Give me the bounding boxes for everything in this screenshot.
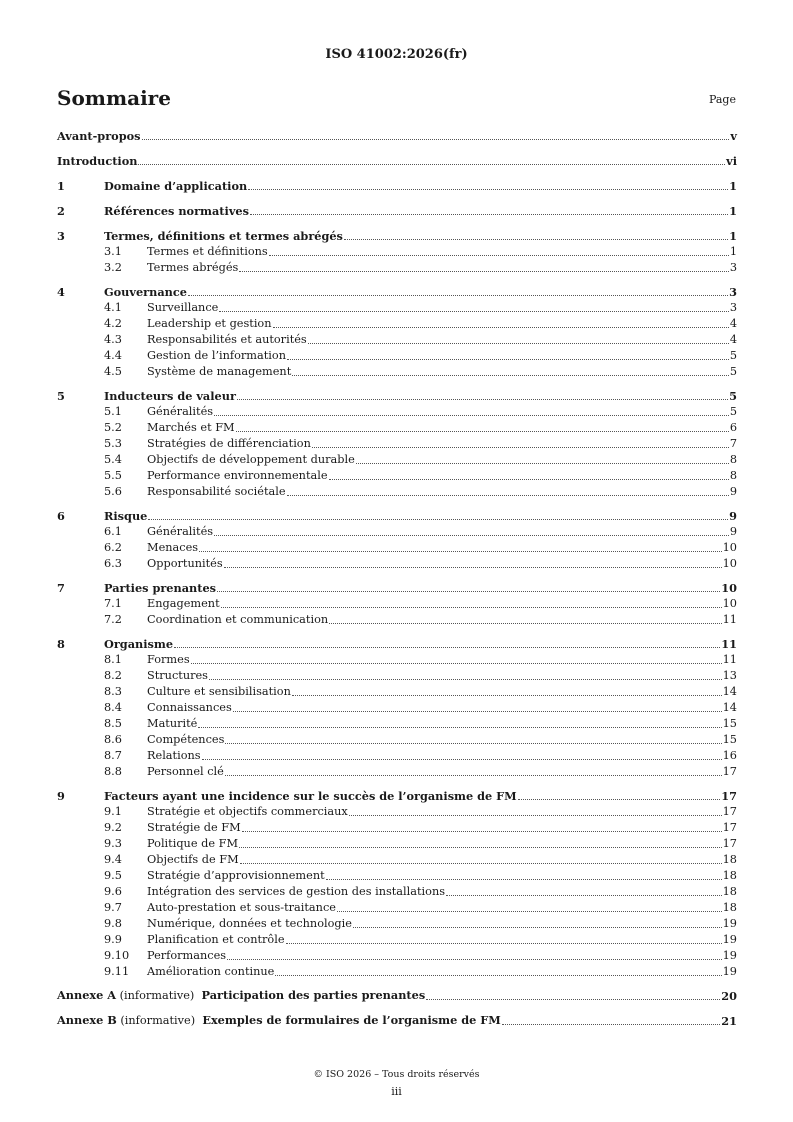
toc-entry-page: 9 bbox=[729, 525, 737, 538]
toc-entry-number: 9.11 bbox=[104, 965, 130, 978]
toc-entry[interactable] bbox=[57, 916, 737, 932]
toc-entry[interactable] bbox=[57, 580, 737, 596]
toc-entry-title: Système de management bbox=[147, 365, 292, 378]
toc-entry-page: 17 bbox=[722, 805, 737, 818]
toc-entry-title: Relations bbox=[147, 749, 201, 762]
toc-entry-number: 9.1 bbox=[104, 805, 122, 818]
toc-entry-title: Références normatives bbox=[104, 204, 249, 218]
toc-entry-title: Planification et contrôle bbox=[147, 933, 285, 946]
toc-entry-number: 9.3 bbox=[104, 837, 122, 850]
toc-entry-title: Formes bbox=[147, 653, 190, 666]
toc-entry-title: Avant-propos bbox=[57, 129, 141, 143]
toc-entry-page: 9 bbox=[729, 509, 737, 523]
dot-leader bbox=[236, 430, 729, 432]
toc-entry-title: Stratégie de FM bbox=[147, 821, 241, 834]
toc-entry-page: 16 bbox=[722, 749, 737, 762]
toc-entry-number: 5.4 bbox=[104, 453, 122, 466]
annex-kind: (informative) bbox=[116, 1014, 203, 1027]
dot-leader bbox=[344, 238, 728, 240]
toc-entry-page: 11 bbox=[722, 653, 737, 666]
toc-entry[interactable] bbox=[57, 260, 737, 276]
toc-entry-page: 19 bbox=[722, 949, 737, 962]
toc-entry-title: Responsabilité sociétale bbox=[147, 485, 286, 498]
toc-entry-number: 8.1 bbox=[104, 653, 122, 666]
dot-leader bbox=[353, 926, 722, 928]
toc-entry-page: 1 bbox=[729, 245, 737, 258]
toc-entry-number: 8.3 bbox=[104, 685, 122, 698]
dot-leader bbox=[240, 862, 722, 864]
toc-entry[interactable] bbox=[57, 988, 737, 1004]
toc-entry-number: 4.2 bbox=[104, 317, 122, 330]
toc-entry-number: 9.9 bbox=[104, 933, 122, 946]
toc-entry-page: 5 bbox=[729, 365, 737, 378]
toc-entry-page: 17 bbox=[722, 765, 737, 778]
toc-entry-title: Termes abrégés bbox=[147, 261, 239, 274]
dot-leader bbox=[188, 294, 728, 296]
toc-entry[interactable] bbox=[57, 684, 737, 700]
toc-entry[interactable] bbox=[57, 716, 737, 732]
toc-entry-page: 5 bbox=[729, 389, 737, 403]
toc-entry-number: 6 bbox=[57, 509, 65, 523]
dot-leader bbox=[219, 310, 728, 312]
toc-entry-title: Parties prenantes bbox=[104, 581, 217, 595]
annex-title: Participation des parties prenantes bbox=[201, 988, 426, 1002]
dot-leader bbox=[199, 550, 722, 552]
toc-entry-number: 3 bbox=[57, 229, 65, 243]
toc-entry[interactable] bbox=[57, 203, 737, 219]
toc-entry[interactable] bbox=[57, 332, 737, 348]
toc-entry-page: 8 bbox=[729, 453, 737, 466]
toc-entry[interactable] bbox=[57, 732, 737, 748]
document-header: ISO 41002:2026(fr) bbox=[325, 47, 468, 62]
toc-entry-number: 1 bbox=[57, 179, 65, 193]
toc-entry-page: 18 bbox=[722, 901, 737, 914]
toc-entry-title: Termes, définitions et termes abrégés bbox=[104, 229, 343, 243]
toc-entry-title: Généralités bbox=[147, 525, 214, 538]
toc-entry[interactable] bbox=[57, 388, 737, 404]
dot-leader bbox=[292, 374, 729, 376]
toc-entry-title: Stratégies de différenciation bbox=[147, 437, 311, 450]
toc-entry-number: 5.1 bbox=[104, 405, 122, 418]
toc-entry-title: Facteurs ayant une incidence sur le succès de l’organisme de FM bbox=[104, 789, 517, 803]
toc-entry-number: 3.2 bbox=[104, 261, 122, 274]
toc-entry-number: 9.6 bbox=[104, 885, 122, 898]
toc-entry-number: 9.5 bbox=[104, 869, 122, 882]
dot-leader bbox=[142, 138, 730, 140]
annex-label: Annexe B bbox=[57, 1013, 117, 1027]
toc-entry[interactable] bbox=[57, 556, 737, 572]
toc-entry-page: 18 bbox=[722, 853, 737, 866]
toc-entry-number: 8.6 bbox=[104, 733, 122, 746]
toc-entry-number: 4.1 bbox=[104, 301, 122, 314]
toc-entry-page: 17 bbox=[721, 789, 737, 803]
dot-leader bbox=[286, 942, 722, 944]
toc-entry[interactable] bbox=[57, 436, 737, 452]
toc-entry-title: Amélioration continue bbox=[147, 965, 275, 978]
toc-entry[interactable] bbox=[57, 452, 737, 468]
toc-entry[interactable] bbox=[57, 884, 737, 900]
dot-leader bbox=[349, 814, 722, 816]
toc-entry-title: Performances bbox=[147, 949, 227, 962]
toc-entry-page: 14 bbox=[722, 685, 737, 698]
toc-entry-number: 7.1 bbox=[104, 597, 122, 610]
toc-entry-page: 17 bbox=[722, 821, 737, 834]
dot-leader bbox=[239, 846, 722, 848]
toc-entry[interactable] bbox=[57, 244, 737, 260]
toc-entry-number: 2 bbox=[57, 204, 65, 218]
toc-entry-page: 19 bbox=[722, 933, 737, 946]
page-column-label: Page bbox=[708, 93, 736, 106]
toc-spacer bbox=[57, 628, 737, 636]
toc-entry[interactable] bbox=[57, 820, 737, 836]
toc-entry-number: 9.2 bbox=[104, 821, 122, 834]
dot-leader bbox=[191, 662, 722, 664]
toc-entry-number: 8.4 bbox=[104, 701, 122, 714]
toc-entry[interactable] bbox=[57, 508, 737, 524]
toc-entry[interactable] bbox=[57, 868, 737, 884]
toc-entry-number: 5.5 bbox=[104, 469, 122, 482]
toc-entry-page: 7 bbox=[729, 437, 737, 450]
toc-entry-title: Stratégie et objectifs commerciaux bbox=[147, 805, 348, 818]
toc-entry-page: 3 bbox=[729, 261, 737, 274]
toc-entry-page: 17 bbox=[722, 837, 737, 850]
toc-spacer bbox=[57, 194, 737, 203]
dot-leader bbox=[426, 998, 720, 1000]
toc-entry[interactable] bbox=[57, 364, 737, 380]
toc-entry-title: Politique de FM bbox=[147, 837, 239, 850]
toc-entry-title: Surveillance bbox=[147, 301, 219, 314]
toc-entry[interactable] bbox=[57, 948, 737, 964]
dot-leader bbox=[446, 894, 722, 896]
toc-entry-title: Domaine d’application bbox=[104, 179, 248, 193]
toc-entry-page: 4 bbox=[729, 317, 737, 330]
toc-spacer bbox=[57, 500, 737, 508]
toc-entry[interactable] bbox=[57, 964, 737, 980]
toc-entry-page: 5 bbox=[729, 349, 737, 362]
toc-entry-page: 14 bbox=[722, 701, 737, 714]
toc-entry[interactable] bbox=[57, 700, 737, 716]
annex-label: Annexe A bbox=[57, 988, 116, 1002]
toc-spacer bbox=[57, 276, 737, 284]
toc-entry-page: 19 bbox=[722, 917, 737, 930]
toc-entry[interactable] bbox=[57, 228, 737, 244]
toc-entry-title: Maturité bbox=[147, 717, 198, 730]
toc-entry-number: 8 bbox=[57, 637, 65, 651]
annex-kind: (informative) bbox=[116, 989, 202, 1002]
toc-entry-page: 15 bbox=[722, 717, 737, 730]
toc-entry-title: Performance environnementale bbox=[147, 469, 328, 482]
toc-entry-number: 8.5 bbox=[104, 717, 122, 730]
toc-entry[interactable] bbox=[57, 1013, 737, 1029]
toc-entry-page: 10 bbox=[722, 541, 737, 554]
toc-entry-number: 4.5 bbox=[104, 365, 122, 378]
toc-entry-page: vi bbox=[726, 154, 737, 168]
toc-entry[interactable] bbox=[57, 612, 737, 628]
toc-entry-page: 10 bbox=[722, 597, 737, 610]
toc-entry-number: 5.6 bbox=[104, 485, 122, 498]
dot-leader bbox=[198, 726, 721, 728]
toc-entry-title: Connaissances bbox=[147, 701, 232, 714]
dot-leader bbox=[225, 774, 722, 776]
toc-entry-number: 6.2 bbox=[104, 541, 122, 554]
toc-entry-page: 3 bbox=[729, 301, 737, 314]
toc-entry-title: Responsabilités et autorités bbox=[147, 333, 307, 346]
toc-entry[interactable] bbox=[57, 300, 737, 316]
toc-entry-title: Stratégie d’approvisionnement bbox=[147, 869, 325, 882]
page-number: iii bbox=[391, 1085, 402, 1098]
dot-leader bbox=[273, 326, 729, 328]
dot-leader bbox=[292, 694, 722, 696]
toc-entry-title: Gestion de l’information bbox=[147, 349, 286, 362]
toc-entry-number: 8.8 bbox=[104, 765, 122, 778]
toc-entry-page: 1 bbox=[729, 229, 737, 243]
toc-entry-page: 21 bbox=[721, 1014, 737, 1028]
toc-entry-number: 5.2 bbox=[104, 421, 122, 434]
dot-leader bbox=[269, 254, 729, 256]
dot-leader bbox=[275, 974, 721, 976]
toc-entry-title: Inducteurs de valeur bbox=[104, 389, 236, 403]
toc-entry[interactable] bbox=[57, 484, 737, 500]
toc-entry-page: 3 bbox=[729, 285, 737, 299]
toc-entry-title: Personnel clé bbox=[147, 765, 224, 778]
toc-entry-title: Opportunités bbox=[147, 557, 223, 570]
toc-spacer bbox=[57, 780, 737, 788]
annex-title: Exemples de formulaires de l’organisme de FM bbox=[202, 1013, 501, 1027]
toc-entry[interactable] bbox=[57, 748, 737, 764]
toc-entry-number: 5 bbox=[57, 389, 65, 403]
toc-annex-title bbox=[57, 1012, 501, 1029]
page-title: Sommaire bbox=[57, 86, 171, 110]
dot-leader bbox=[502, 1023, 720, 1025]
toc-entry[interactable] bbox=[57, 596, 737, 612]
dot-leader bbox=[148, 518, 728, 520]
toc-entry-number: 8.2 bbox=[104, 669, 122, 682]
toc-entry-title: Coordination et communication bbox=[147, 613, 329, 626]
toc-entry-title: Auto-prestation et sous-traitance bbox=[147, 901, 336, 914]
toc-entry[interactable] bbox=[57, 348, 737, 364]
dot-leader bbox=[248, 188, 728, 190]
dot-leader bbox=[224, 566, 722, 568]
toc-entry-title: Termes et définitions bbox=[147, 245, 268, 258]
table-of-contents bbox=[57, 128, 737, 1029]
dot-leader bbox=[138, 163, 725, 165]
dot-leader bbox=[312, 446, 729, 448]
toc-entry-number: 6.1 bbox=[104, 525, 122, 538]
toc-entry-title: Marchés et FM bbox=[147, 421, 235, 434]
toc-entry[interactable] bbox=[57, 284, 737, 300]
toc-entry-page: 20 bbox=[721, 989, 737, 1003]
dot-leader bbox=[337, 910, 722, 912]
toc-entry-page: v bbox=[730, 129, 737, 143]
toc-entry-number: 9.8 bbox=[104, 917, 122, 930]
dot-leader bbox=[174, 646, 720, 648]
dot-leader bbox=[250, 213, 728, 215]
toc-entry-title: Menaces bbox=[147, 541, 199, 554]
dot-leader bbox=[329, 622, 721, 624]
toc-entry-title: Culture et sensibilisation bbox=[147, 685, 291, 698]
dot-leader bbox=[329, 478, 729, 480]
toc-entry-title: Généralités bbox=[147, 405, 214, 418]
dot-leader bbox=[326, 878, 722, 880]
dot-leader bbox=[227, 958, 722, 960]
dot-leader bbox=[308, 342, 729, 344]
toc-entry-title: Risque bbox=[104, 509, 148, 523]
toc-entry[interactable] bbox=[57, 636, 737, 652]
toc-entry[interactable] bbox=[57, 468, 737, 484]
toc-entry[interactable] bbox=[57, 652, 737, 668]
dot-leader bbox=[225, 742, 721, 744]
toc-entry-number: 9.10 bbox=[104, 949, 130, 962]
toc-entry-page: 18 bbox=[722, 869, 737, 882]
toc-entry-page: 5 bbox=[729, 405, 737, 418]
dot-leader bbox=[214, 534, 729, 536]
toc-entry-number: 4 bbox=[57, 285, 65, 299]
dot-leader bbox=[237, 398, 728, 400]
toc-entry-page: 4 bbox=[729, 333, 737, 346]
toc-entry-title: Objectifs de développement durable bbox=[147, 453, 355, 466]
toc-entry[interactable] bbox=[57, 852, 737, 868]
toc-entry[interactable] bbox=[57, 764, 737, 780]
toc-entry[interactable] bbox=[57, 836, 737, 852]
toc-entry-number: 7 bbox=[57, 581, 65, 595]
toc-annex-title bbox=[57, 987, 425, 1004]
toc-entry[interactable] bbox=[57, 420, 737, 436]
toc-entry-number: 3.1 bbox=[104, 245, 122, 258]
toc-entry-page: 1 bbox=[729, 204, 737, 218]
dot-leader bbox=[214, 414, 729, 416]
dot-leader bbox=[217, 590, 720, 592]
dot-leader bbox=[209, 678, 722, 680]
toc-entry[interactable] bbox=[57, 524, 737, 540]
toc-entry-number: 9.4 bbox=[104, 853, 122, 866]
dot-leader bbox=[233, 710, 722, 712]
toc-entry-title: Organisme bbox=[104, 637, 174, 651]
toc-entry-number: 7.2 bbox=[104, 613, 122, 626]
toc-entry-title: Compétences bbox=[147, 733, 225, 746]
dot-leader bbox=[356, 462, 729, 464]
toc-entry-page: 6 bbox=[729, 421, 737, 434]
toc-spacer bbox=[57, 144, 737, 153]
toc-entry[interactable] bbox=[57, 788, 737, 804]
dot-leader bbox=[239, 270, 729, 272]
toc-entry-number: 5.3 bbox=[104, 437, 122, 450]
toc-entry-page: 10 bbox=[722, 557, 737, 570]
toc-entry-page: 13 bbox=[722, 669, 737, 682]
toc-entry-title: Structures bbox=[147, 669, 208, 682]
toc-entry-number: 9.7 bbox=[104, 901, 122, 914]
toc-entry-page: 18 bbox=[722, 885, 737, 898]
toc-entry[interactable] bbox=[57, 900, 737, 916]
toc-entry[interactable] bbox=[57, 316, 737, 332]
toc-entry-number: 4.4 bbox=[104, 349, 122, 362]
toc-entry[interactable] bbox=[57, 153, 737, 169]
toc-entry[interactable] bbox=[57, 128, 737, 144]
toc-entry-title: Intégration des services de gestion des installations bbox=[147, 885, 446, 898]
toc-spacer bbox=[57, 380, 737, 388]
dot-leader bbox=[518, 798, 721, 800]
dot-leader bbox=[287, 358, 729, 360]
dot-leader bbox=[242, 830, 722, 832]
toc-entry[interactable] bbox=[57, 668, 737, 684]
toc-entry-page: 11 bbox=[722, 613, 737, 626]
toc-entry-title: Gouvernance bbox=[104, 285, 187, 299]
toc-entry-title: Numérique, données et technologie bbox=[147, 917, 352, 930]
dot-leader bbox=[202, 758, 722, 760]
toc-entry[interactable] bbox=[57, 804, 737, 820]
toc-entry-page: 8 bbox=[729, 469, 737, 482]
dot-leader bbox=[221, 606, 722, 608]
toc-entry-page: 15 bbox=[722, 733, 737, 746]
toc-entry-title: Engagement bbox=[147, 597, 220, 610]
toc-entry-page: 11 bbox=[721, 637, 737, 651]
toc-entry-page: 1 bbox=[729, 179, 737, 193]
toc-entry-page: 10 bbox=[721, 581, 737, 595]
toc-spacer bbox=[57, 219, 737, 228]
toc-entry-number: 4.3 bbox=[104, 333, 122, 346]
toc-entry-page: 19 bbox=[722, 965, 737, 978]
toc-entry-number: 8.7 bbox=[104, 749, 122, 762]
copyright-notice: © ISO 2026 – Tous droits réservés bbox=[313, 1069, 480, 1080]
toc-entry-number: 6.3 bbox=[104, 557, 122, 570]
toc-entry-number: 9 bbox=[57, 789, 65, 803]
toc-entry-page: 9 bbox=[729, 485, 737, 498]
toc-entry[interactable] bbox=[57, 540, 737, 556]
toc-entry-title: Introduction bbox=[57, 154, 138, 168]
toc-spacer bbox=[57, 169, 737, 178]
toc-entry[interactable] bbox=[57, 932, 737, 948]
toc-entry[interactable] bbox=[57, 178, 737, 194]
toc-entry-title: Objectifs de FM bbox=[147, 853, 239, 866]
toc-spacer bbox=[57, 572, 737, 580]
toc-entry-title: Leadership et gestion bbox=[147, 317, 272, 330]
toc-entry[interactable] bbox=[57, 404, 737, 420]
dot-leader bbox=[287, 494, 729, 496]
